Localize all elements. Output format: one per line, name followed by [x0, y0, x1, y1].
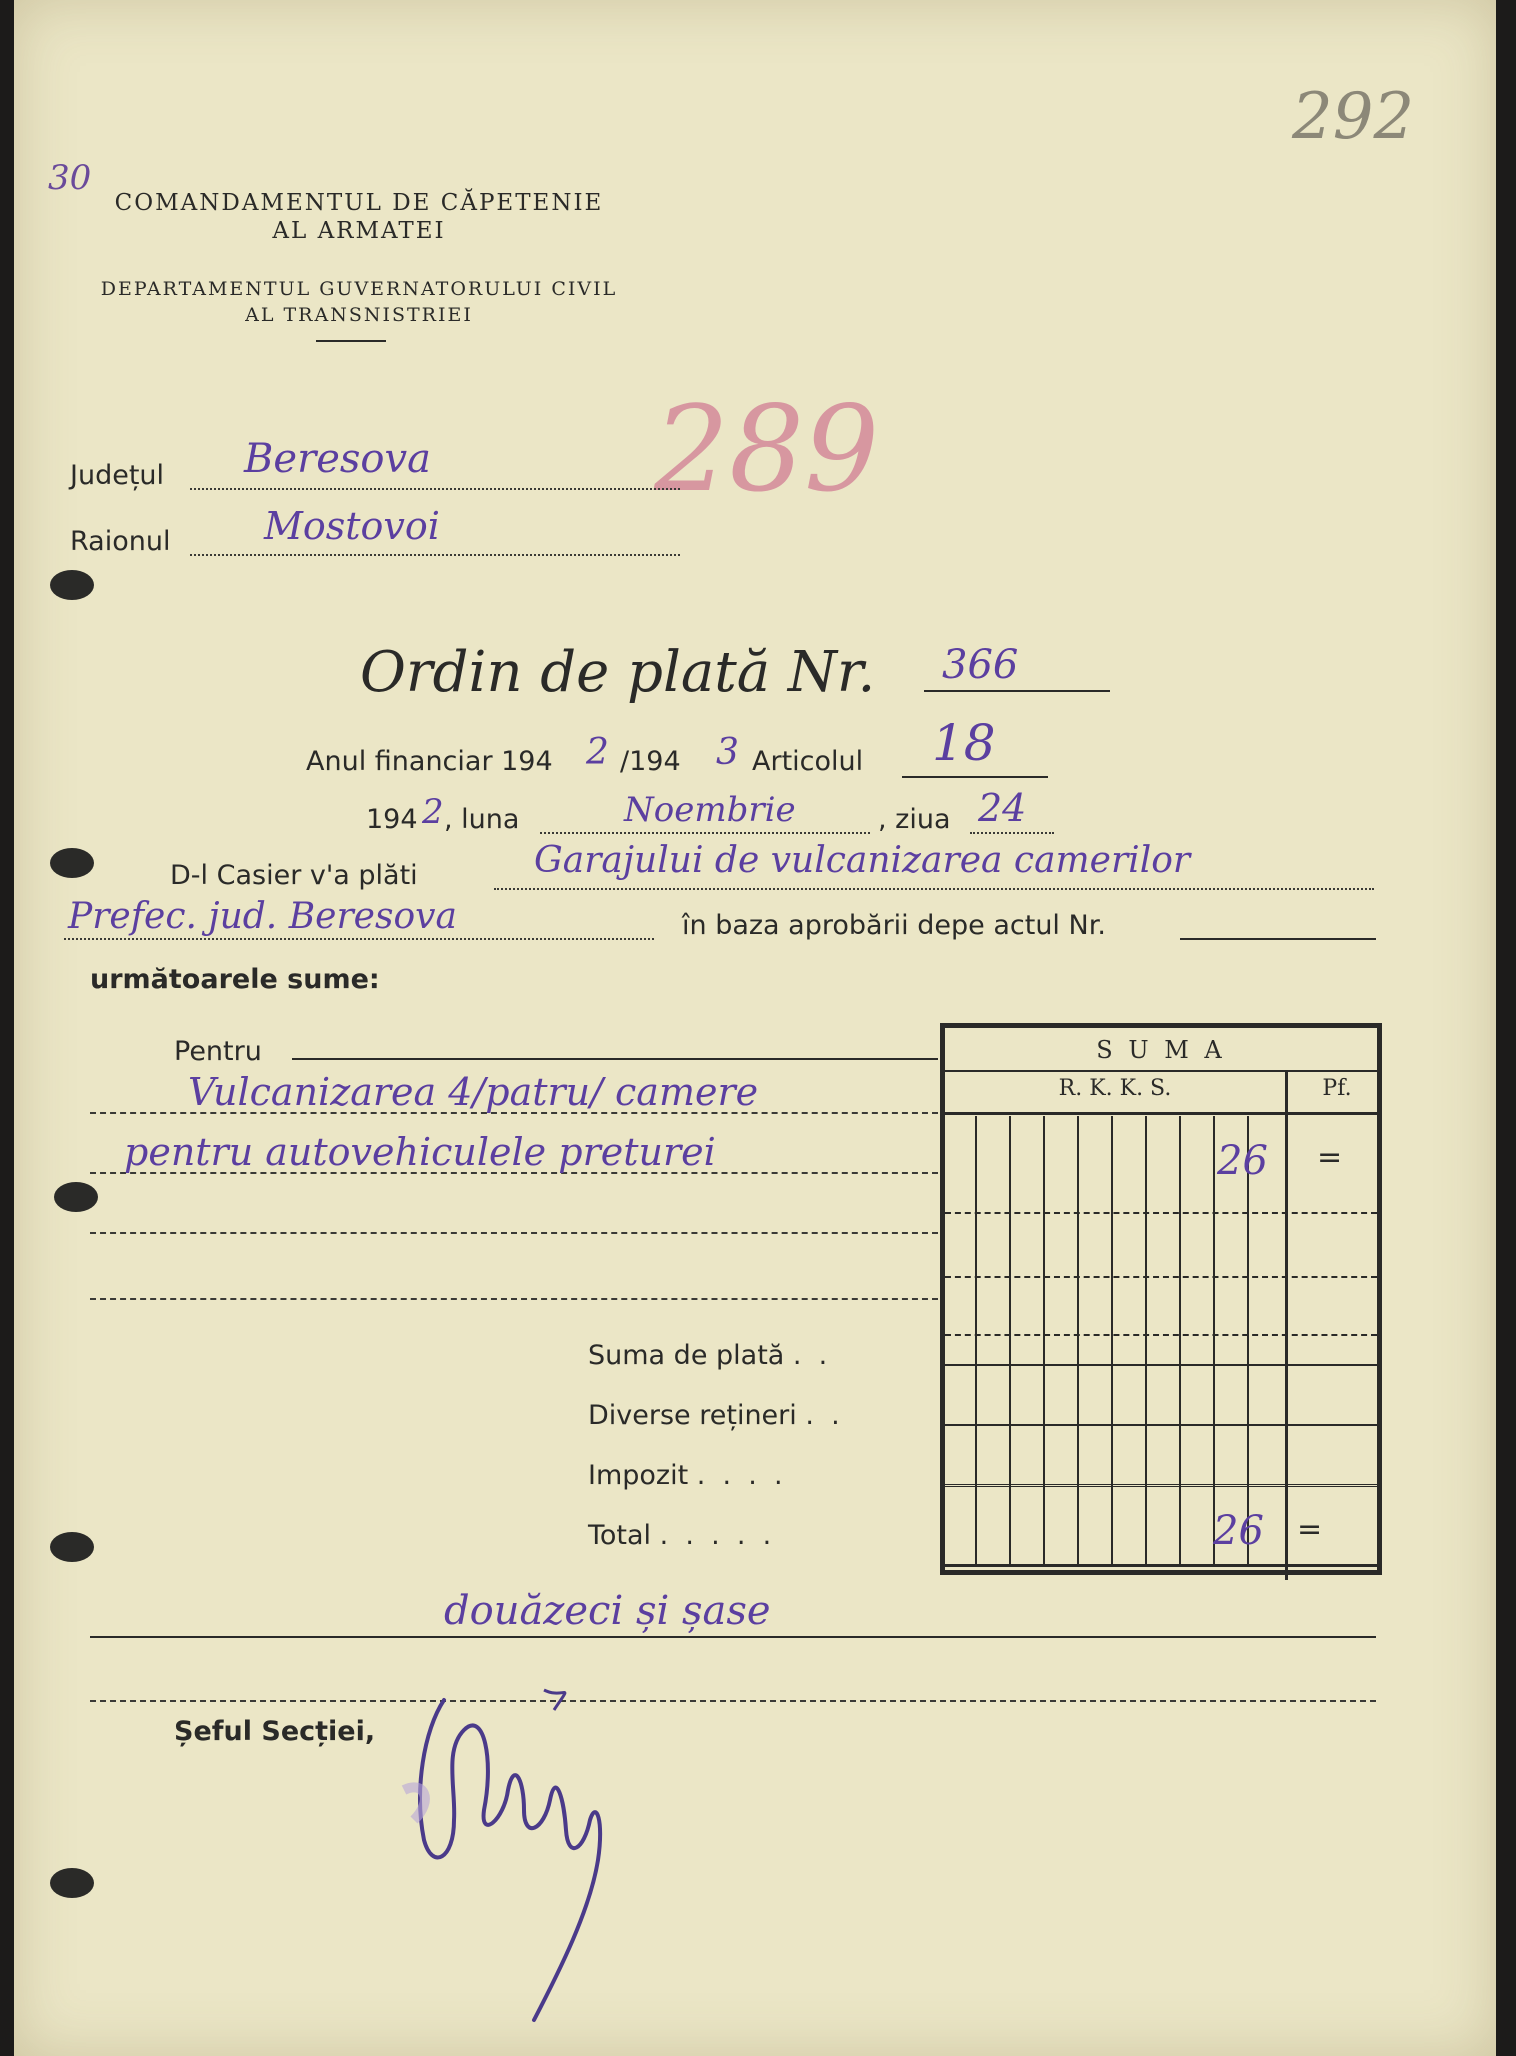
luna-value: Noembrie	[624, 790, 796, 830]
sef-sectie-label: Șeful Secției,	[174, 1716, 376, 1747]
row-line	[945, 1364, 1377, 1366]
articol-line	[902, 776, 1048, 778]
luna-label: , luna	[444, 804, 520, 835]
date-year-value: 2	[422, 792, 444, 832]
date-year-prefix: 194	[366, 804, 418, 835]
judet-label: Județul	[70, 460, 165, 491]
row-line	[945, 1212, 1377, 1214]
payee-line-2-value: Prefec. jud. Beresova	[68, 896, 457, 937]
amount-words-line	[90, 1636, 1376, 1638]
pentru-line-4	[90, 1298, 938, 1300]
pentru-line-3	[90, 1232, 938, 1234]
amount-in-words: douăzeci și șase	[444, 1588, 771, 1634]
column-line	[1077, 1116, 1079, 1566]
suma-table	[940, 1023, 1382, 1575]
stamp-number: 289	[654, 380, 880, 518]
row-line	[945, 1276, 1377, 1278]
casier-line	[494, 888, 1374, 890]
archive-folio-number: 292	[1292, 80, 1415, 154]
pentru-value-1: Vulcanizarea 4/patru/ camere	[188, 1070, 759, 1114]
articol-label: Articolul	[752, 746, 864, 777]
row1-amount: 26	[1217, 1138, 1268, 1184]
diverse-retineri-text: Diverse rețineri	[588, 1400, 797, 1431]
header-line-3: DEPARTAMENTUL GUVERNATORULUI CIVIL	[100, 278, 618, 300]
header-line-4: AL TRANSNISTRIEI	[245, 304, 473, 326]
row-line	[945, 1334, 1377, 1336]
punch-hole	[50, 1868, 94, 1898]
act-number-line	[1180, 938, 1376, 940]
order-number-line	[924, 690, 1110, 692]
document-page	[14, 0, 1496, 2056]
judet-line	[190, 488, 680, 490]
punch-hole	[50, 570, 94, 600]
page-title: Ordin de plată Nr.	[360, 640, 876, 705]
articol-value: 18	[932, 714, 996, 772]
column-line	[1213, 1116, 1215, 1566]
anul-financiar-label: Anul financiar 194	[306, 746, 553, 777]
col-header-bottom	[945, 1112, 1377, 1115]
pentru-value-2: pentru autovehiculele preturei	[124, 1130, 716, 1174]
judet-value: Beresova	[244, 436, 431, 482]
suma-de-plata-text: Suma de plată	[588, 1340, 785, 1371]
rkks-header: R. K. K. S.	[1058, 1076, 1172, 1101]
urmatoarele-label: următoarele sume:	[90, 964, 380, 995]
pentru-label: Pentru	[174, 1036, 262, 1067]
column-line	[975, 1116, 977, 1566]
column-line	[1009, 1116, 1011, 1566]
row1-suffix: =	[1317, 1140, 1343, 1175]
ziua-value: 24	[978, 786, 1027, 830]
header-divider-line	[945, 1070, 1377, 1072]
punch-hole	[54, 1182, 98, 1212]
raion-value: Mostovoi	[264, 504, 440, 548]
pentru-line-0	[292, 1058, 938, 1060]
total-label: Total . . . . .	[588, 1520, 772, 1551]
baza-label: în baza aprobării depe actul Nr.	[682, 910, 1106, 941]
payee-line-2	[64, 938, 654, 940]
casier-label: D-l Casier v'a plăti	[170, 860, 418, 891]
header-line-2: AL ARMATEI	[272, 218, 446, 244]
row-line	[945, 1424, 1377, 1426]
column-line	[1043, 1116, 1045, 1566]
raion-label: Raionul	[70, 526, 171, 557]
column-line	[1111, 1116, 1113, 1566]
row-line	[945, 1564, 1377, 1567]
pf-divider	[1285, 1070, 1288, 1580]
blank-line	[90, 1700, 1376, 1702]
year2-value: 3	[716, 732, 739, 773]
impozit-text: Impozit	[588, 1460, 689, 1491]
diverse-retineri-label: Diverse rețineri . .	[588, 1400, 840, 1431]
punch-hole	[50, 1532, 94, 1562]
raion-line	[190, 554, 680, 556]
pf-header: Pf.	[1322, 1076, 1352, 1101]
total-text: Total	[588, 1520, 652, 1551]
luna-line	[540, 832, 870, 834]
header-line-1: COMANDAMENTUL DE CĂPETENIE	[114, 190, 604, 216]
column-line	[1179, 1116, 1181, 1566]
order-number: 366	[942, 642, 1019, 688]
ziua-label: , ziua	[878, 804, 951, 835]
handwritten-corner-number: 30	[48, 158, 92, 198]
row-line	[945, 1484, 1377, 1487]
column-line	[1145, 1116, 1147, 1566]
handwritten-signature	[384, 1670, 664, 2040]
total-amount: 26	[1213, 1508, 1264, 1554]
suma-header: S U M A	[1096, 1036, 1226, 1064]
ziua-line	[970, 832, 1054, 834]
casier-value: Garajului de vulcanizarea camerilor	[534, 840, 1191, 881]
year1-value: 2	[586, 732, 609, 773]
suma-de-plata-label: Suma de plată . .	[588, 1340, 828, 1371]
header-divider	[316, 340, 386, 342]
impozit-label: Impozit . . . .	[588, 1460, 783, 1491]
punch-hole	[50, 848, 94, 878]
year-slash: /194	[620, 746, 681, 777]
total-suffix: =	[1297, 1512, 1323, 1547]
